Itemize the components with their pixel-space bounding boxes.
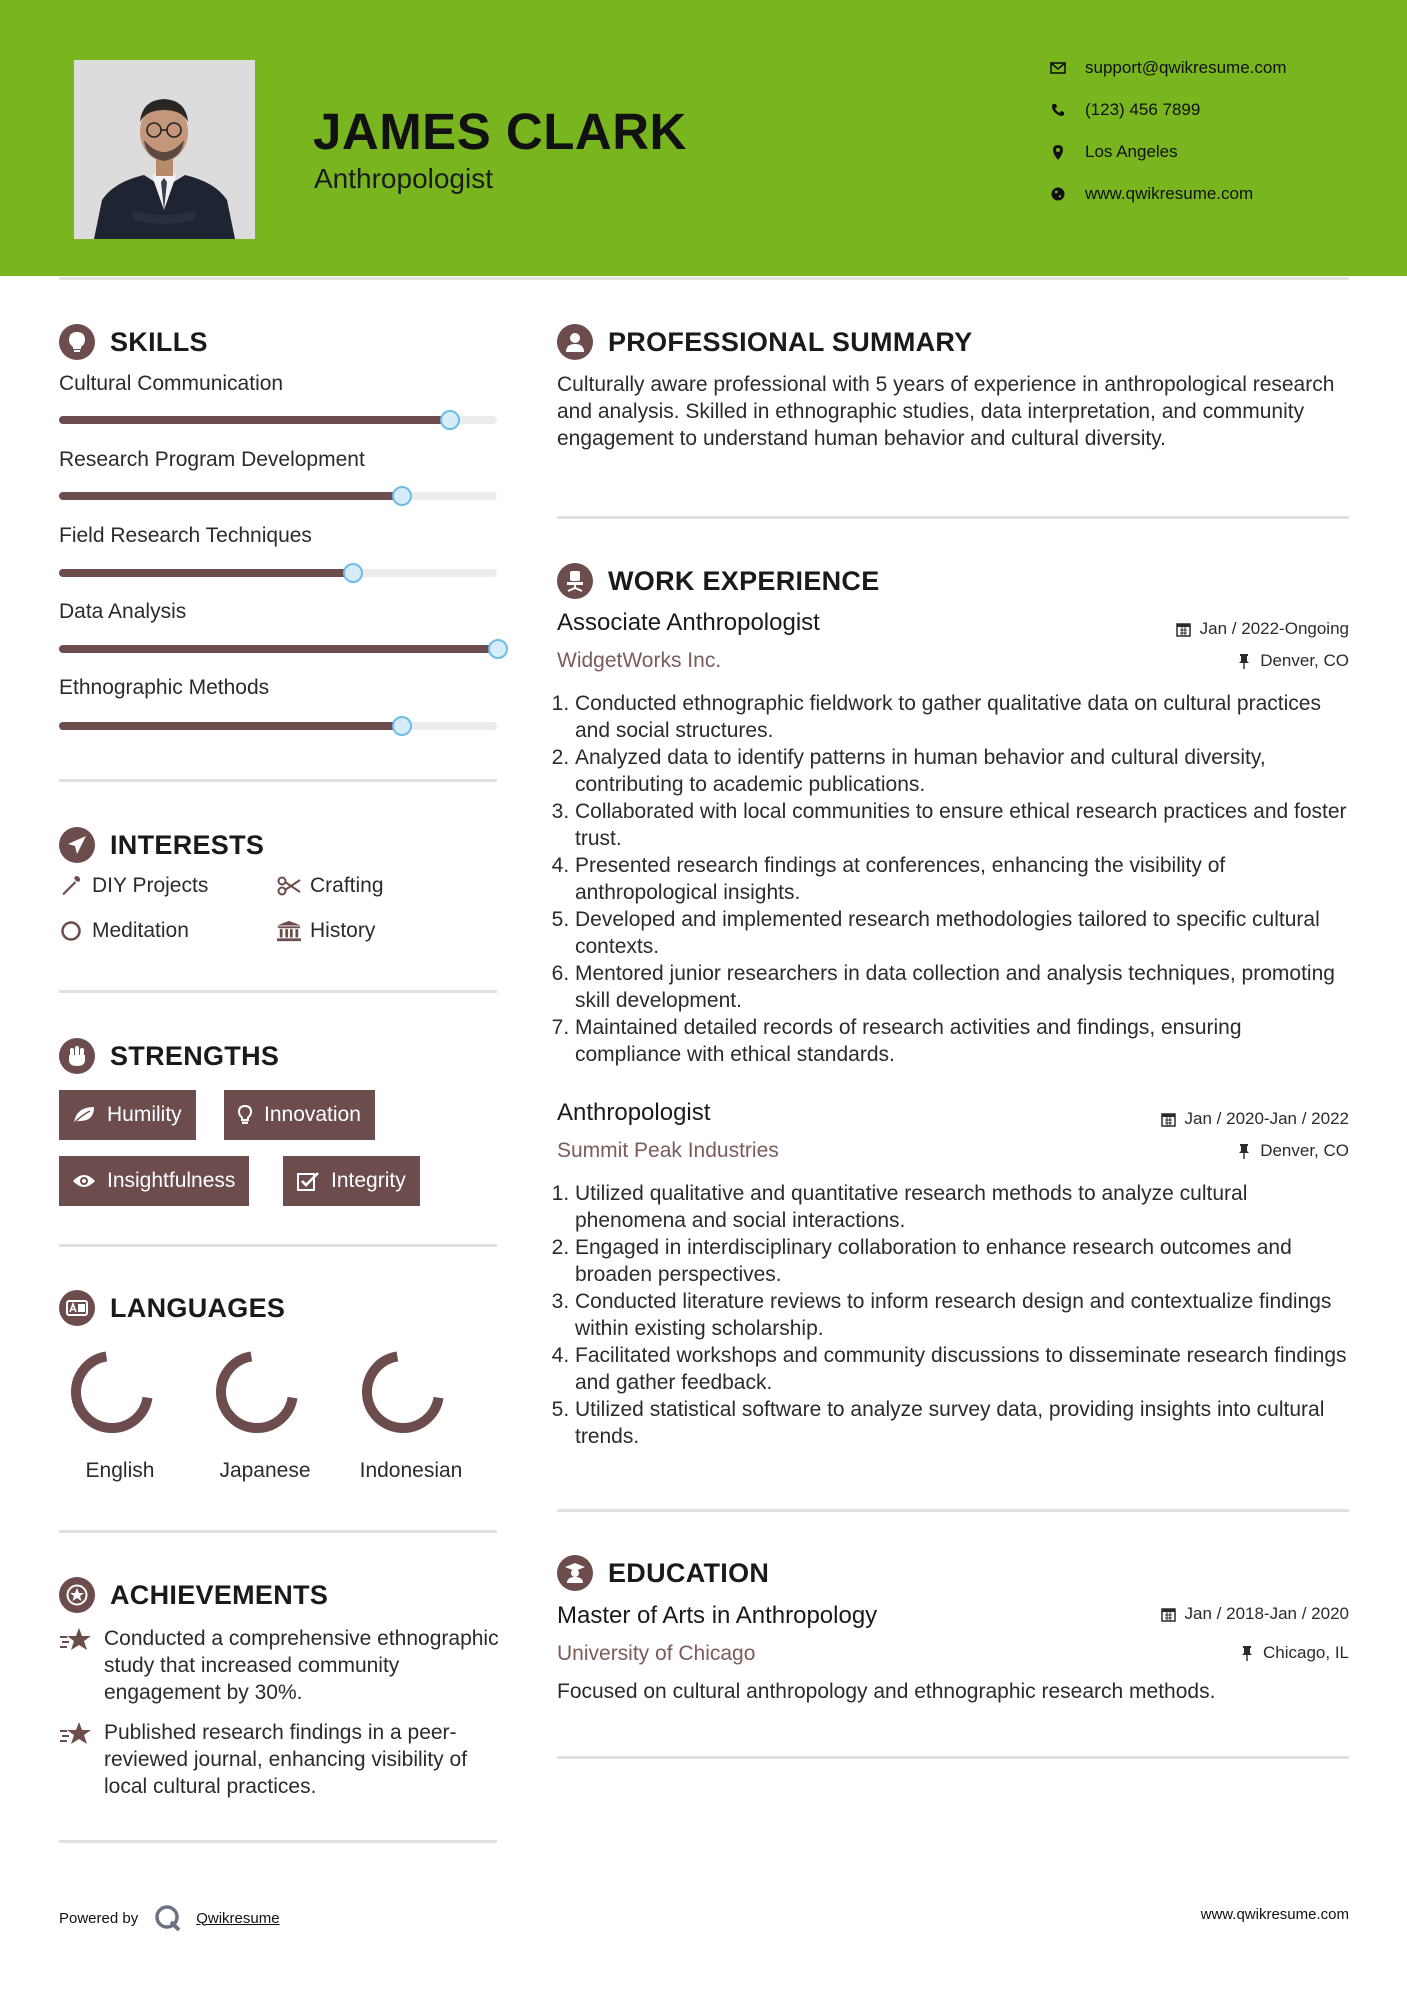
pushpin-icon bbox=[1236, 1143, 1252, 1159]
lightbulb-icon bbox=[59, 324, 95, 360]
strength-badge: Insightfulness bbox=[59, 1156, 249, 1206]
star-icon bbox=[59, 1627, 93, 1706]
contact-phone-text: (123) 456 7899 bbox=[1085, 100, 1201, 119]
education-heading: EDUCATION bbox=[557, 1555, 769, 1591]
pushpin-icon bbox=[1236, 653, 1252, 669]
language-name: Indonesian bbox=[359, 1459, 463, 1482]
language-level-ring bbox=[357, 1346, 449, 1438]
fist-icon bbox=[59, 1038, 95, 1074]
job-dates: Jan / 2022-Ongoing bbox=[1176, 619, 1349, 639]
bank-icon bbox=[277, 919, 301, 943]
globe-icon bbox=[1050, 186, 1066, 202]
skill-name: Ethnographic Methods bbox=[59, 676, 270, 699]
list-item: 6. Mentored junior researchers in data collection and analysis techniques, promoting skill development. bbox=[575, 960, 1347, 1014]
list-item: 5. Developed and implemented research methodologies tailored to specific cultural contexts. bbox=[575, 906, 1347, 960]
section-divider bbox=[557, 1509, 1349, 1512]
skill-bar bbox=[59, 722, 497, 730]
section-divider bbox=[59, 1244, 497, 1247]
contact-website[interactable] bbox=[1050, 184, 1253, 204]
skill-bar bbox=[59, 645, 497, 653]
section-divider bbox=[557, 516, 1349, 519]
education-description: Focused on cultural anthropology and ethnographic research methods. bbox=[557, 1680, 1216, 1703]
scissors-icon bbox=[277, 874, 301, 898]
language-level-ring bbox=[211, 1346, 303, 1438]
eye-icon bbox=[71, 1170, 97, 1192]
interest-item: Crafting bbox=[277, 874, 384, 898]
footer-powered-by bbox=[59, 1904, 280, 1932]
achievement-item: Conducted a comprehensive ethnographic study that increased community engagement by 30%. bbox=[59, 1625, 499, 1706]
section-divider bbox=[557, 1756, 1349, 1759]
candidate-title: Anthropologist bbox=[314, 163, 494, 194]
contact-location bbox=[1050, 142, 1178, 162]
footer-website[interactable]: www.qwikresume.com bbox=[1200, 1906, 1349, 1923]
list-item: 5. Utilized statistical software to analyze survey data, providing insights into cultural trends. bbox=[575, 1396, 1347, 1450]
job-location: Denver, CO bbox=[1236, 651, 1349, 671]
job-title: Anthropologist bbox=[557, 1099, 711, 1126]
qwikresume-link[interactable]: Qwikresume bbox=[196, 1909, 280, 1927]
strength-badge: Humility bbox=[59, 1090, 196, 1140]
contact-phone[interactable] bbox=[1050, 100, 1200, 120]
skill-name: Field Research Techniques bbox=[59, 524, 312, 547]
list-item: 2. Analyzed data to identify patterns in human behavior and cultural diversity, contributing to academic publications. bbox=[575, 744, 1347, 798]
school-name: University of Chicago bbox=[557, 1642, 756, 1665]
degree-title: Master of Arts in Anthropology bbox=[557, 1602, 878, 1629]
powered-by-label: Powered by bbox=[59, 1909, 139, 1927]
envelope-icon bbox=[1050, 60, 1066, 76]
user-icon bbox=[557, 324, 593, 360]
leaf-icon bbox=[71, 1104, 97, 1126]
calendar-icon bbox=[1161, 1111, 1177, 1127]
contact-email-text: support@qwikresume.com bbox=[1085, 58, 1287, 77]
list-item: 3. Collaborated with local communities to ensure ethical research practices and foster trust. bbox=[575, 798, 1347, 852]
language-name: Japanese bbox=[219, 1459, 311, 1482]
skill-bar bbox=[59, 416, 497, 424]
skill-name: Data Analysis bbox=[59, 600, 187, 623]
list-item: 3. Conducted literature reviews to inform research design and contextualize findings within existing scholarship. bbox=[575, 1288, 1347, 1342]
languages-heading: LANGUAGES bbox=[59, 1290, 285, 1326]
circle-icon bbox=[59, 919, 83, 943]
interest-item: Meditation bbox=[59, 919, 189, 943]
list-item: 1. Conducted ethnographic fieldwork to gather qualitative data on cultural practices and social structures. bbox=[575, 690, 1347, 744]
list-item: 7. Maintained detailed records of research activities and findings, ensuring compliance with ethical standards. bbox=[575, 1014, 1347, 1068]
summary-heading: PROFESSIONAL SUMMARY bbox=[557, 324, 973, 360]
skill-name: Cultural Communication bbox=[59, 372, 284, 395]
interest-item: DIY Projects bbox=[59, 874, 208, 898]
skills-heading: SKILLS bbox=[59, 324, 208, 360]
strength-badge: Innovation bbox=[224, 1090, 375, 1140]
job-dates: Jan / 2020-Jan / 2022 bbox=[1161, 1109, 1349, 1129]
qwikresume-logo-icon bbox=[154, 1904, 182, 1932]
contact-website-text: www.qwikresume.com bbox=[1085, 184, 1254, 203]
lightbulb-icon bbox=[236, 1104, 254, 1126]
skill-bar bbox=[59, 492, 497, 500]
language-icon bbox=[59, 1290, 95, 1326]
job-responsibilities bbox=[557, 1180, 1347, 1450]
pushpin-icon bbox=[1239, 1645, 1255, 1661]
summary-text: Culturally aware professional with 5 years of experience in anthropological research and analysis. Skilled in ethnographic studies, data interpretation, and community engagement to understand human behavior and cultural diversity. bbox=[557, 373, 1335, 450]
section-divider bbox=[59, 1530, 497, 1533]
company-name: Summit Peak Industries bbox=[557, 1139, 779, 1162]
strengths-heading: STRENGTHS bbox=[59, 1038, 279, 1074]
profile-photo bbox=[74, 60, 255, 239]
calendar-icon bbox=[1161, 1606, 1177, 1622]
company-name: WidgetWorks Inc. bbox=[557, 649, 722, 672]
phone-icon bbox=[1050, 102, 1066, 118]
achievement-item: Published research findings in a peer-reviewed journal, enhancing visibility of local cultural practices. bbox=[59, 1719, 499, 1800]
header-divider bbox=[59, 277, 1349, 280]
language-name: English bbox=[85, 1459, 155, 1482]
education-dates: Jan / 2018-Jan / 2020 bbox=[1161, 1604, 1349, 1624]
experience-heading: WORK EXPERIENCE bbox=[557, 563, 880, 599]
check-square-icon bbox=[295, 1170, 321, 1192]
interest-item: History bbox=[277, 919, 375, 943]
education-location: Chicago, IL bbox=[1239, 1643, 1349, 1663]
section-divider bbox=[59, 1840, 497, 1843]
strength-badge: Integrity bbox=[283, 1156, 420, 1206]
list-item: 1. Utilized qualitative and quantitative research methods to analyze cultural phenomena and social interactions. bbox=[575, 1180, 1347, 1234]
language-level-ring bbox=[66, 1346, 158, 1438]
list-item: 4. Presented research findings at conferences, enhancing the visibility of anthropological insights. bbox=[575, 852, 1347, 906]
contact-location-text: Los Angeles bbox=[1085, 142, 1178, 161]
achievements-heading: ACHIEVEMENTS bbox=[59, 1577, 328, 1613]
paper-plane-icon bbox=[59, 827, 95, 863]
map-pin-icon bbox=[1050, 144, 1066, 160]
wrench-icon bbox=[59, 874, 83, 898]
office-chair-icon bbox=[557, 563, 593, 599]
list-item: 4. Facilitated workshops and community discussions to disseminate research findings and gather feedback. bbox=[575, 1342, 1347, 1396]
skill-name: Research Program Development bbox=[59, 448, 365, 471]
list-item: 2. Engaged in interdisciplinary collaboration to enhance research outcomes and broaden perspectives. bbox=[575, 1234, 1347, 1288]
calendar-icon bbox=[1176, 621, 1192, 637]
contact-email[interactable] bbox=[1050, 58, 1287, 78]
skill-bar bbox=[59, 569, 497, 577]
graduate-icon bbox=[557, 1555, 593, 1591]
section-divider bbox=[59, 990, 497, 993]
interests-heading: INTERESTS bbox=[59, 827, 264, 863]
star-badge-icon bbox=[59, 1577, 95, 1613]
candidate-name: JAMES CLARK bbox=[313, 103, 687, 160]
job-responsibilities bbox=[557, 690, 1347, 1068]
star-icon bbox=[59, 1721, 93, 1800]
job-location: Denver, CO bbox=[1236, 1141, 1349, 1161]
job-title: Associate Anthropologist bbox=[557, 609, 820, 636]
section-divider bbox=[59, 779, 497, 782]
